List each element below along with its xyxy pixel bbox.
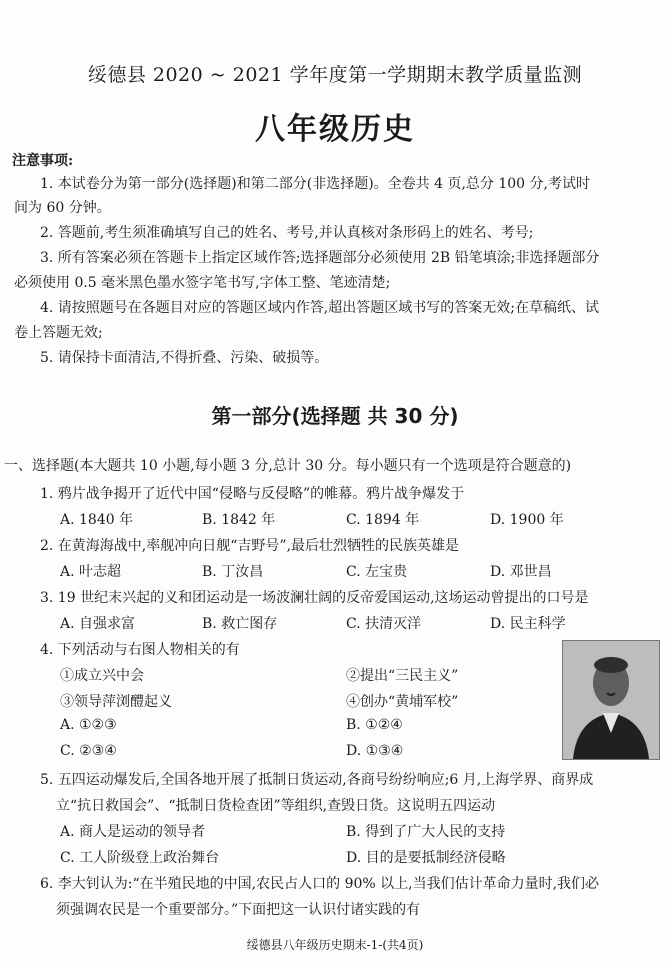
q2-option-c: C. 左宝贵	[346, 564, 408, 580]
portrait-photo	[562, 640, 660, 760]
q1-option-b: B. 1842 年	[202, 512, 276, 528]
q3-option-a: A. 自强求富	[60, 616, 136, 632]
notes-heading: 注意事项:	[12, 153, 74, 169]
note-line: 3. 所有答案必须在答题卡上指定区域作答;选择题部分必须使用 2B 铅笔填涂;非选择题部分	[40, 250, 600, 266]
q5-option-b: B. 得到了广大人民的支持	[346, 824, 506, 840]
page-footer: 绥德县八年级历史期末-1-(共4页)	[246, 938, 424, 952]
q1-option-a: A. 1840 年	[60, 512, 134, 528]
q4-option-d: D. ①③④	[346, 743, 404, 759]
portrait-figure-icon	[563, 641, 659, 759]
exam-title: 绥德县 2020 ~ 2021 学年度第一学期期末教学质量监测	[87, 64, 583, 86]
note-line: 必须使用 0.5 毫米黑色墨水签字笔书写,字体工整、笔迹清楚;	[14, 275, 391, 291]
q3-option-c: C. 扶清灭洋	[346, 616, 422, 632]
q3-option-d: D. 民主科学	[490, 616, 566, 632]
subject-title: 八年级历史	[255, 112, 415, 147]
q1-option-d: D. 1900 年	[490, 512, 564, 528]
q4-item-3: ③领导萍浏醴起义	[60, 694, 172, 710]
note-line: 4. 请按照题号在各题目对应的答题区域内作答,超出答题区域书写的答案无效;在草稿纸、试	[40, 300, 599, 316]
note-line: 间为 60 分钟。	[14, 200, 111, 216]
question-5-stem-line2: 立“抗日救国会”、“抵制日货检查团”等组织,查毁日货。这说明五四运动	[56, 798, 496, 814]
question-4-stem: 4. 下列活动与右图人物相关的有	[40, 642, 240, 658]
q4-item-1: ①成立兴中会	[60, 668, 144, 684]
q5-option-d: D. 目的是要抵制经济侵略	[346, 850, 506, 866]
q2-option-a: A. 叶志超	[60, 564, 122, 580]
note-line: 1. 本试卷分为第一部分(选择题)和第二部分(非选择题)。全卷共 4 页,总分 100 分,考试时	[40, 176, 590, 192]
question-6-stem-line2: 须强调农民是一个重要部分。”下面把这一认识付诸实践的有	[56, 902, 421, 918]
question-3-stem: 3. 19 世纪末兴起的义和团运动是一场波澜壮阔的反帝爱国运动,这场运动曾提出的口号是	[40, 590, 589, 606]
note-line: 5. 请保持卡面清洁,不得折叠、污染、破损等。	[40, 350, 329, 366]
note-line: 2. 答题前,考生须准确填写自己的姓名、考号,并认真核对条形码上的姓名、考号;	[40, 225, 534, 241]
question-1-stem: 1. 鸦片战争揭开了近代中国“侵略与反侵略”的帷幕。鸦片战争爆发于	[40, 486, 465, 502]
question-6-stem-line1: 6. 李大钊认为:“在半殖民地的中国,农民占人口的 90% 以上,当我们估计革命力量时,我们必	[40, 876, 600, 892]
part1-intro: 一、选择题(本大题共 10 小题,每小题 3 分,总计 30 分。每小题只有一个选项是符合题意的)	[4, 458, 572, 474]
q2-option-b: B. 丁汝昌	[202, 564, 264, 580]
question-2-stem: 2. 在黄海海战中,率舰冲向日舰“吉野号”,最后壮烈牺牲的民族英雄是	[40, 538, 460, 554]
part1-title: 第一部分(选择题 共 30 分)	[211, 404, 459, 428]
q1-option-c: C. 1894 年	[346, 512, 420, 528]
question-5-stem-line1: 5. 五四运动爆发后,全国各地开展了抵制日货运动,各商号纷纷响应;6 月,上海学界、商界成	[40, 772, 594, 788]
note-line: 卷上答题无效;	[14, 325, 103, 341]
q4-option-c: C. ②③④	[60, 743, 117, 759]
q4-item-4: ④创办“黄埔军校”	[346, 694, 459, 710]
q5-option-a: A. 商人是运动的领导者	[60, 824, 206, 840]
q4-item-2: ②提出“三民主义”	[346, 668, 459, 684]
q5-option-c: C. 工人阶级登上政治舞台	[60, 850, 220, 866]
q4-option-a: A. ①②③	[60, 717, 117, 733]
q4-option-b: B. ①②④	[346, 717, 403, 733]
q2-option-d: D. 邓世昌	[490, 564, 552, 580]
q3-option-b: B. 救亡图存	[202, 616, 278, 632]
